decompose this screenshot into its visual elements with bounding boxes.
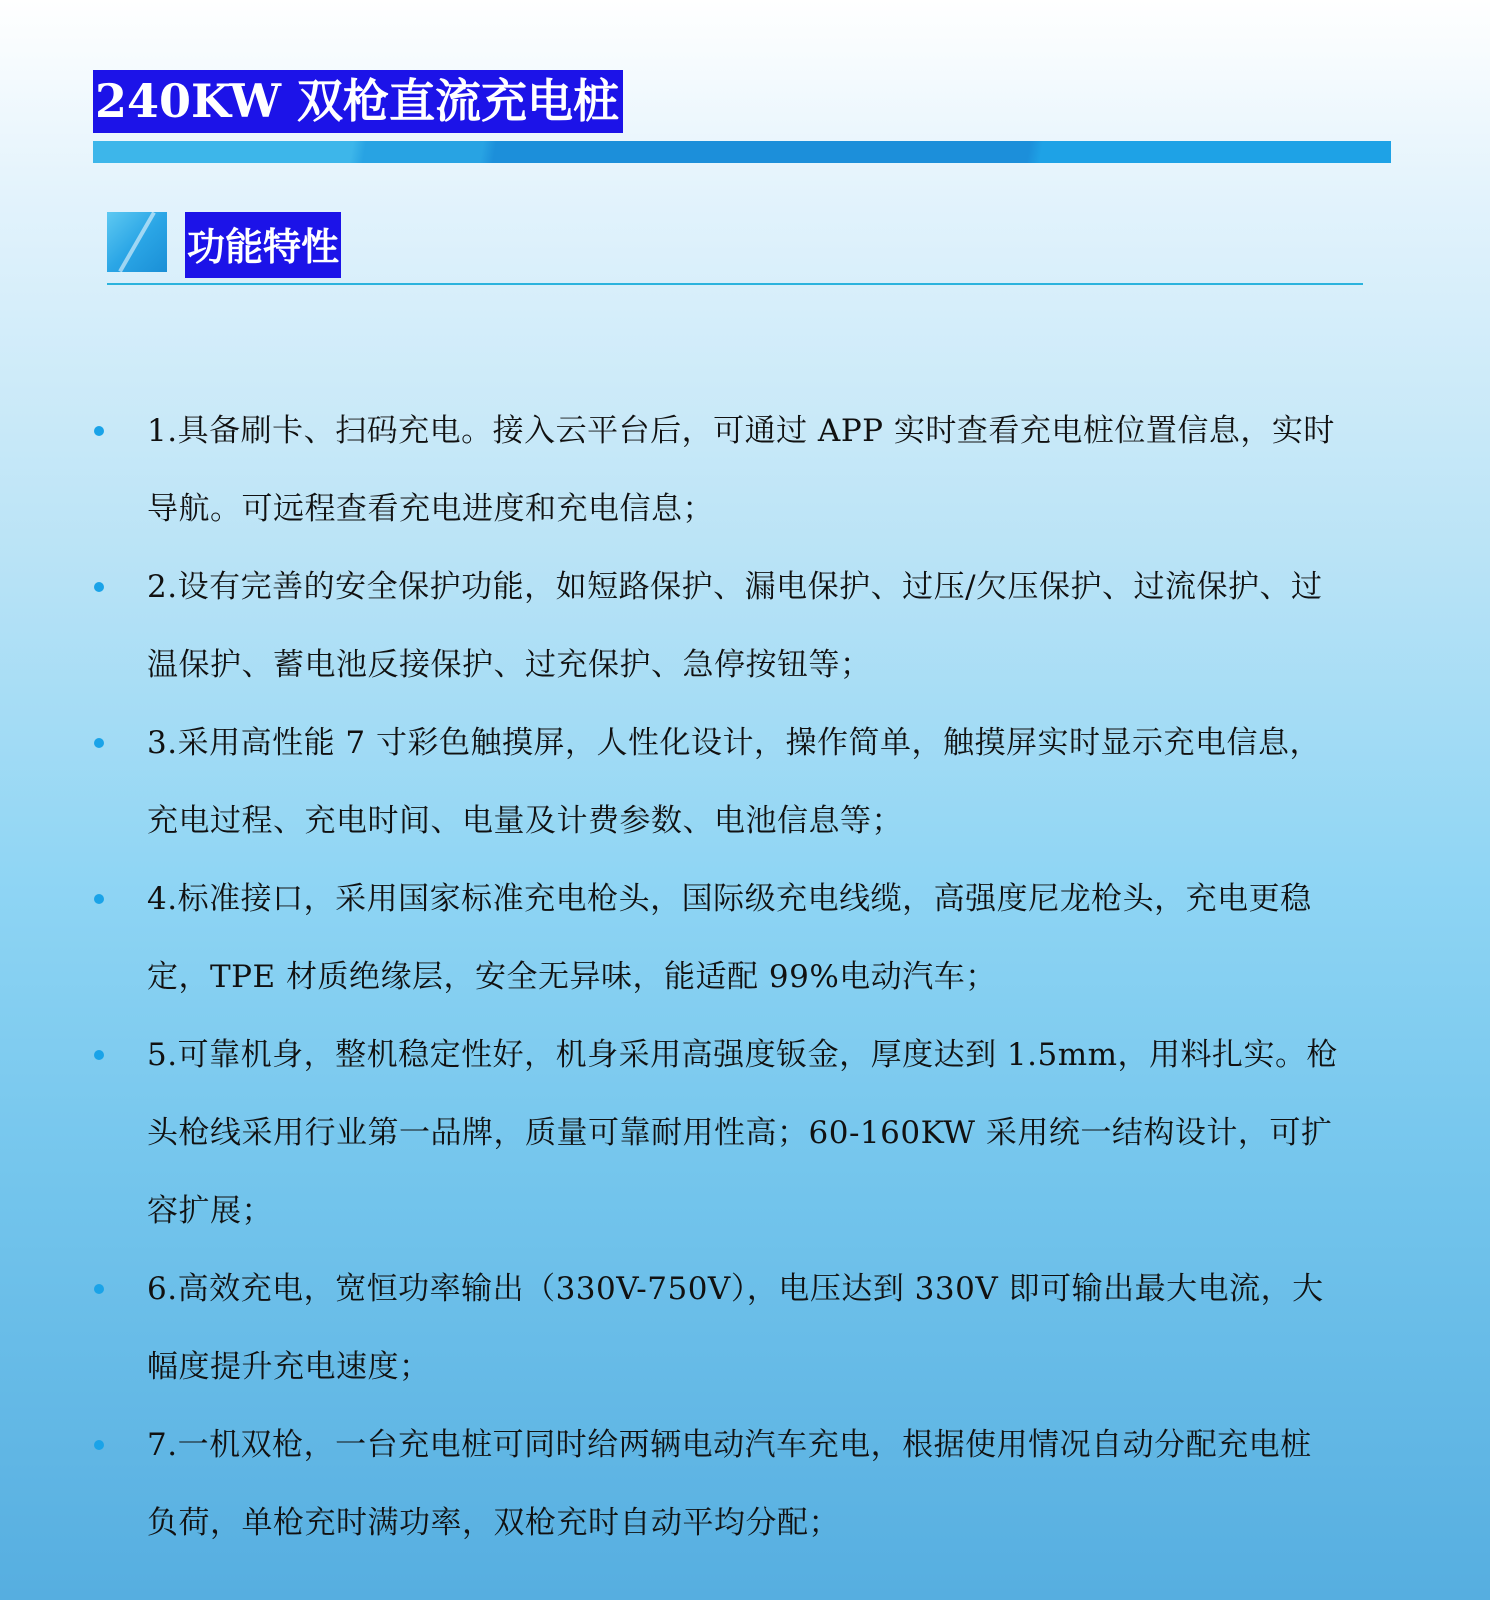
bullet-icon bbox=[94, 426, 104, 436]
feature-text: 1.具备刷卡、扫码充电。接入云平台后，可通过 APP 实时查看充电桩位置信息，实时导航。可远程查看充电进度和充电信息； bbox=[147, 413, 1335, 527]
feature-text: 4.标准接口，采用国家标准充电枪头，国际级充电线缆，高强度尼龙枪头，充电更稳定，TPE 材质绝缘层，安全无异味，能适配 99%电动汽车； bbox=[147, 881, 1312, 995]
title-underline-bar bbox=[93, 141, 1391, 163]
list-item bbox=[90, 392, 1340, 548]
section-square-icon bbox=[107, 212, 167, 272]
bullet-icon bbox=[94, 1284, 104, 1294]
feature-text: 6.高效充电，宽恒功率输出（330V-750V），电压达到 330V 即可输出最大电流，大幅度提升充电速度； bbox=[147, 1271, 1324, 1385]
bullet-icon bbox=[94, 1050, 104, 1060]
list-item bbox=[90, 1406, 1340, 1562]
page-title: 240KW 双枪直流充电桩 bbox=[93, 70, 623, 133]
feature-text: 7.一机双枪，一台充电桩可同时给两辆电动汽车充电，根据使用情况自动分配充电桩负荷，单枪充时满功率，双枪充时自动平均分配； bbox=[147, 1427, 1312, 1541]
feature-list bbox=[90, 392, 1340, 1562]
feature-text: 5.可靠机身，整机稳定性好，机身采用高强度钣金，厚度达到 1.5mm，用料扎实。枪头枪线采用行业第一品牌，质量可靠耐用性高；60-160KW 采用统一结构设计，可扩容扩展； bbox=[147, 1037, 1339, 1229]
list-item bbox=[90, 860, 1340, 1016]
bullet-icon bbox=[94, 582, 104, 592]
bullet-icon bbox=[94, 894, 104, 904]
list-item bbox=[90, 548, 1340, 704]
feature-text: 2.设有完善的安全保护功能，如短路保护、漏电保护、过压/欠压保护、过流保护、过温保护、蓄电池反接保护、过充保护、急停按钮等； bbox=[147, 569, 1323, 683]
section-divider bbox=[107, 283, 1363, 285]
list-item bbox=[90, 1016, 1340, 1250]
list-item bbox=[90, 704, 1340, 860]
list-item bbox=[90, 1250, 1340, 1406]
bullet-icon bbox=[94, 738, 104, 748]
feature-text: 3.采用高性能 7 寸彩色触摸屏，人性化设计，操作简单，触摸屏实时显示充电信息，充电过程、充电时间、电量及计费参数、电池信息等； bbox=[147, 725, 1322, 839]
section-heading: 功能特性 bbox=[185, 212, 341, 278]
bullet-icon bbox=[94, 1440, 104, 1450]
